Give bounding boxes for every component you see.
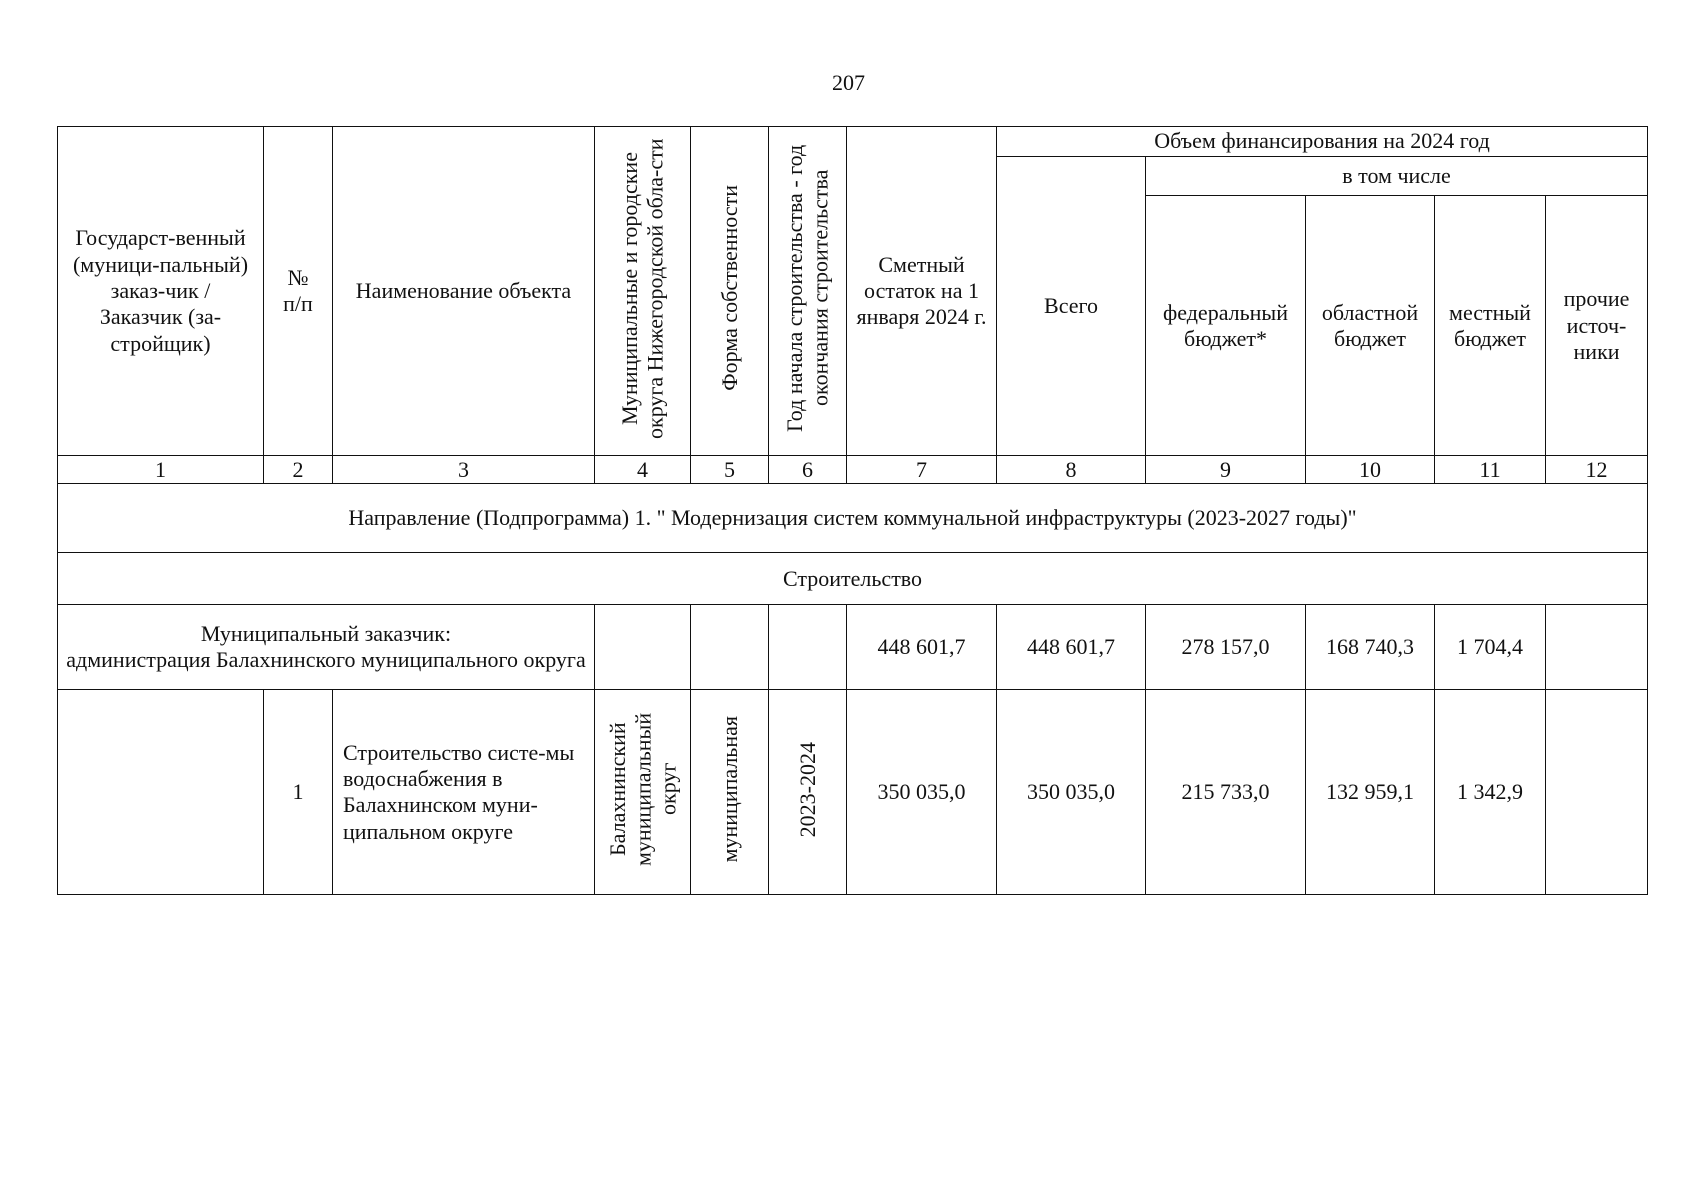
col-num-7: 7 xyxy=(847,456,997,484)
col-num-11: 11 xyxy=(1435,456,1546,484)
header-districts xyxy=(595,127,691,456)
col-num-6: 6 xyxy=(769,456,847,484)
header-other: прочие источ-ники xyxy=(1546,196,1648,456)
customer-row xyxy=(58,605,1648,690)
row-num: 1 xyxy=(264,690,333,895)
header-customer xyxy=(58,127,264,456)
row-local: 1 342,9 xyxy=(1435,690,1546,895)
customer-estimate: 448 601,7 xyxy=(847,605,997,690)
row-other xyxy=(1546,690,1648,895)
customer-districts xyxy=(595,605,691,690)
row-customer xyxy=(58,690,264,895)
header-row-1 xyxy=(58,127,1648,157)
customer-total: 448 601,7 xyxy=(997,605,1146,690)
direction-row xyxy=(58,484,1648,553)
page-number: 207 xyxy=(832,70,865,95)
row-object-name: Строительство систе-мы водоснабжения в Балахнинском муни-ципальном округе xyxy=(333,690,595,895)
column-numbers-row xyxy=(58,456,1648,484)
funding-table xyxy=(57,126,1648,895)
col-num-10: 10 xyxy=(1306,456,1435,484)
header-funding-title: Объем финансирования на 2024 год xyxy=(997,127,1648,157)
header-customer-text: Государст-венный (муници-пальный) заказ-чик / Заказчик (за-стройщик) xyxy=(72,225,249,356)
row-district xyxy=(595,690,691,895)
header-ownership xyxy=(691,127,769,456)
col-num-12: 12 xyxy=(1546,456,1648,484)
section-row xyxy=(58,553,1648,605)
customer-years xyxy=(769,605,847,690)
header-federal: федеральный бюджет* xyxy=(1146,196,1306,456)
customer-ownership xyxy=(691,605,769,690)
header-ownership-text: Форма собственности xyxy=(716,185,742,391)
col-num-9: 9 xyxy=(1146,456,1306,484)
header-districts-text: Муниципальные и городские округа Нижегородской обла-сти xyxy=(617,137,668,439)
header-total: Всего xyxy=(997,157,1146,456)
row-ownership xyxy=(691,690,769,895)
header-regional: областной бюджет xyxy=(1306,196,1435,456)
col-num-8: 8 xyxy=(997,456,1146,484)
row-total: 350 035,0 xyxy=(997,690,1146,895)
header-num-text: № п/п xyxy=(283,264,313,317)
customer-regional: 168 740,3 xyxy=(1306,605,1435,690)
section-title: Строительство xyxy=(58,553,1648,605)
row-ownership-text: муниципальная xyxy=(716,715,742,863)
header-years-text: Год начала строительства - год окончания строительства xyxy=(782,144,833,432)
table-row xyxy=(58,690,1648,895)
row-years-text: 2023-2024 xyxy=(794,741,820,837)
header-local: местный бюджет xyxy=(1435,196,1546,456)
row-regional: 132 959,1 xyxy=(1306,690,1435,895)
row-federal: 215 733,0 xyxy=(1146,690,1306,895)
customer-federal: 278 157,0 xyxy=(1146,605,1306,690)
col-num-3: 3 xyxy=(333,456,595,484)
row-years xyxy=(769,690,847,895)
row-district-text: Балахнинский муниципальный округ xyxy=(604,712,681,866)
col-num-4: 4 xyxy=(595,456,691,484)
col-num-1: 1 xyxy=(58,456,264,484)
header-estimate: Сметный остаток на 1 января 2024 г. xyxy=(847,127,997,456)
header-including: в том числе xyxy=(1146,157,1648,196)
header-years xyxy=(769,127,847,456)
customer-label-text: Муниципальный заказчик: администрация Балахнинского муниципального округа xyxy=(66,621,586,673)
col-num-5: 5 xyxy=(691,456,769,484)
header-num xyxy=(264,127,333,456)
col-num-2: 2 xyxy=(264,456,333,484)
header-object-name: Наименование объекта xyxy=(333,127,595,456)
customer-local: 1 704,4 xyxy=(1435,605,1546,690)
customer-other xyxy=(1546,605,1648,690)
customer-label xyxy=(58,605,595,690)
row-estimate: 350 035,0 xyxy=(847,690,997,895)
direction-title: Направление (Подпрограмма) 1. " Модернизация систем коммунальной инфраструктуры (2023-2027 годы)" xyxy=(58,484,1648,553)
